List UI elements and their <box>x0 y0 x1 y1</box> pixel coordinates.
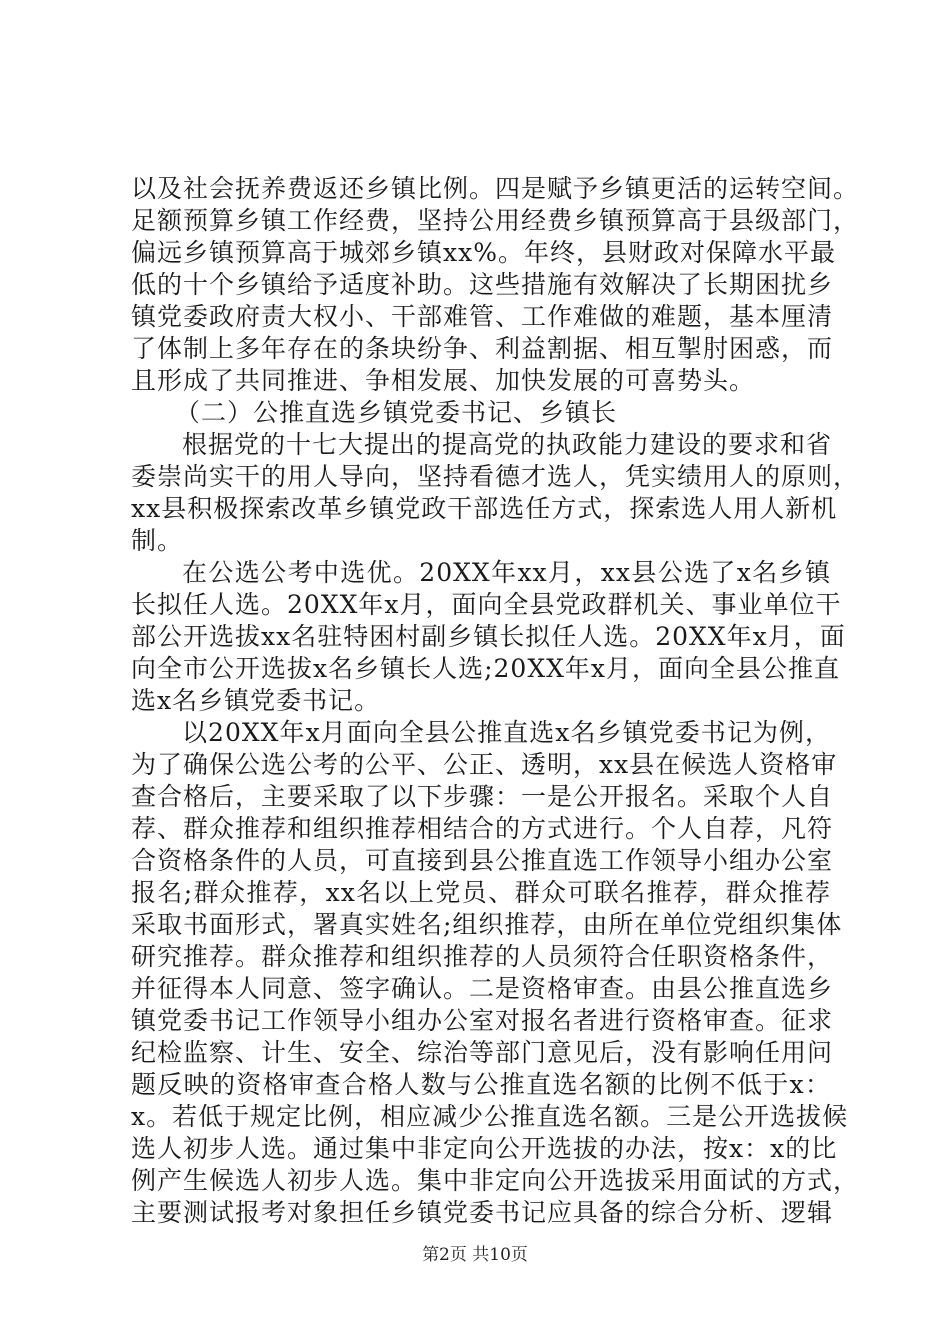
text-line: 镇党委政府责大权小、干部难管、工作难做的难题，基本厘清 <box>131 302 834 331</box>
text-line: 制。 <box>131 526 184 555</box>
text-line: 在公选公考中选优。20XX年xx月，xx县公选了x名乡镇 <box>182 558 831 587</box>
text-line: 选人初步人选。通过集中非定向公开选拔的办法，按x：x的比 <box>131 1134 838 1163</box>
text-line: 报名;群众推荐，xx名以上党员、群众可联名推荐，群众推荐 <box>131 878 831 907</box>
text-line: 为了确保公选公考的公平、公正、透明，xx县在候选人资格审 <box>131 750 838 779</box>
text-line: 题反映的资格审查合格人数与公推直选名额的比例不低于x： <box>131 1070 831 1099</box>
text-line: xx县积极探索改革乡镇党政干部选任方式，探索选人用人新机 <box>131 494 838 523</box>
text-line: 研究推荐。群众推荐和组织推荐的人员须符合任职资格条件， <box>131 942 834 971</box>
text-line: 低的十个乡镇给予适度补助。这些措施有效解决了长期困扰乡 <box>131 270 834 299</box>
text-line: 采取书面形式，署真实姓名;组织推荐，由所在单位党组织集体 <box>131 910 843 939</box>
text-line: 向全市公开选拔x名乡镇长人选;20XX年x月，面向全县公推直 <box>131 654 841 683</box>
text-line: 并征得本人同意、签字确认。二是资格审查。由县公推直选乡 <box>131 974 834 1003</box>
text-line: 了体制上多年存在的条块纷争、利益割据、相互掣肘困惑，而 <box>131 334 834 363</box>
text-line: x。若低于规定比例，相应减少公推直选名额。三是公开选拔候 <box>131 1102 849 1131</box>
text-line: 选x名乡镇党委书记。 <box>131 686 381 715</box>
text-line: 足额预算乡镇工作经费，坚持公用经费乡镇预算高于县级部门， <box>131 206 860 235</box>
text-line: 纪检监察、计生、安全、综治等部门意见后，没有影响任用问 <box>131 1038 834 1067</box>
text-line: 查合格后，主要采取了以下步骤：一是公开报名。采取个人自 <box>131 782 834 811</box>
section-heading: （二）公推直选乡镇党委书记、乡镇长 <box>175 398 618 427</box>
text-line: 委崇尚实干的用人导向，坚持看德才选人，凭实绩用人的原则， <box>131 462 860 491</box>
text-line: 偏远乡镇预算高于城郊乡镇xx%。年终，县财政对保障水平最 <box>131 238 836 267</box>
text-line: 且形成了共同推进、争相发展、加快发展的可喜势头。 <box>131 366 756 395</box>
text-line: 荐、群众推荐和组织推荐相结合的方式进行。个人自荐，凡符 <box>131 814 834 843</box>
text-line: 镇党委书记工作领导小组办公室对报名者进行资格审查。征求 <box>131 1006 834 1035</box>
text-line: 根据党的十七大提出的提高党的执政能力建设的要求和省 <box>182 430 833 459</box>
text-line: 以20XX年x月面向全县公推直选x名乡镇党委书记为例， <box>182 718 831 747</box>
text-line: 合资格条件的人员，可直接到县公推直选工作领导小组办公室 <box>131 846 834 875</box>
text-line: 部公开选拔xx名驻特困村副乡镇长拟任人选。20XX年x月，面 <box>131 622 846 651</box>
page-footer: 第2页 共10页 <box>422 1245 528 1265</box>
text-line: 以及社会抚养费返还乡镇比例。四是赋予乡镇更活的运转空间。 <box>131 174 860 203</box>
text-line: 例产生候选人初步人选。集中非定向公开选拔采用面试的方式， <box>131 1166 860 1195</box>
text-line: 主要测试报考对象担任乡镇党委书记应具备的综合分析、逻辑 <box>131 1198 834 1227</box>
text-line: 长拟任人选。20XX年x月，面向全县党政群机关、事业单位干 <box>131 590 842 619</box>
